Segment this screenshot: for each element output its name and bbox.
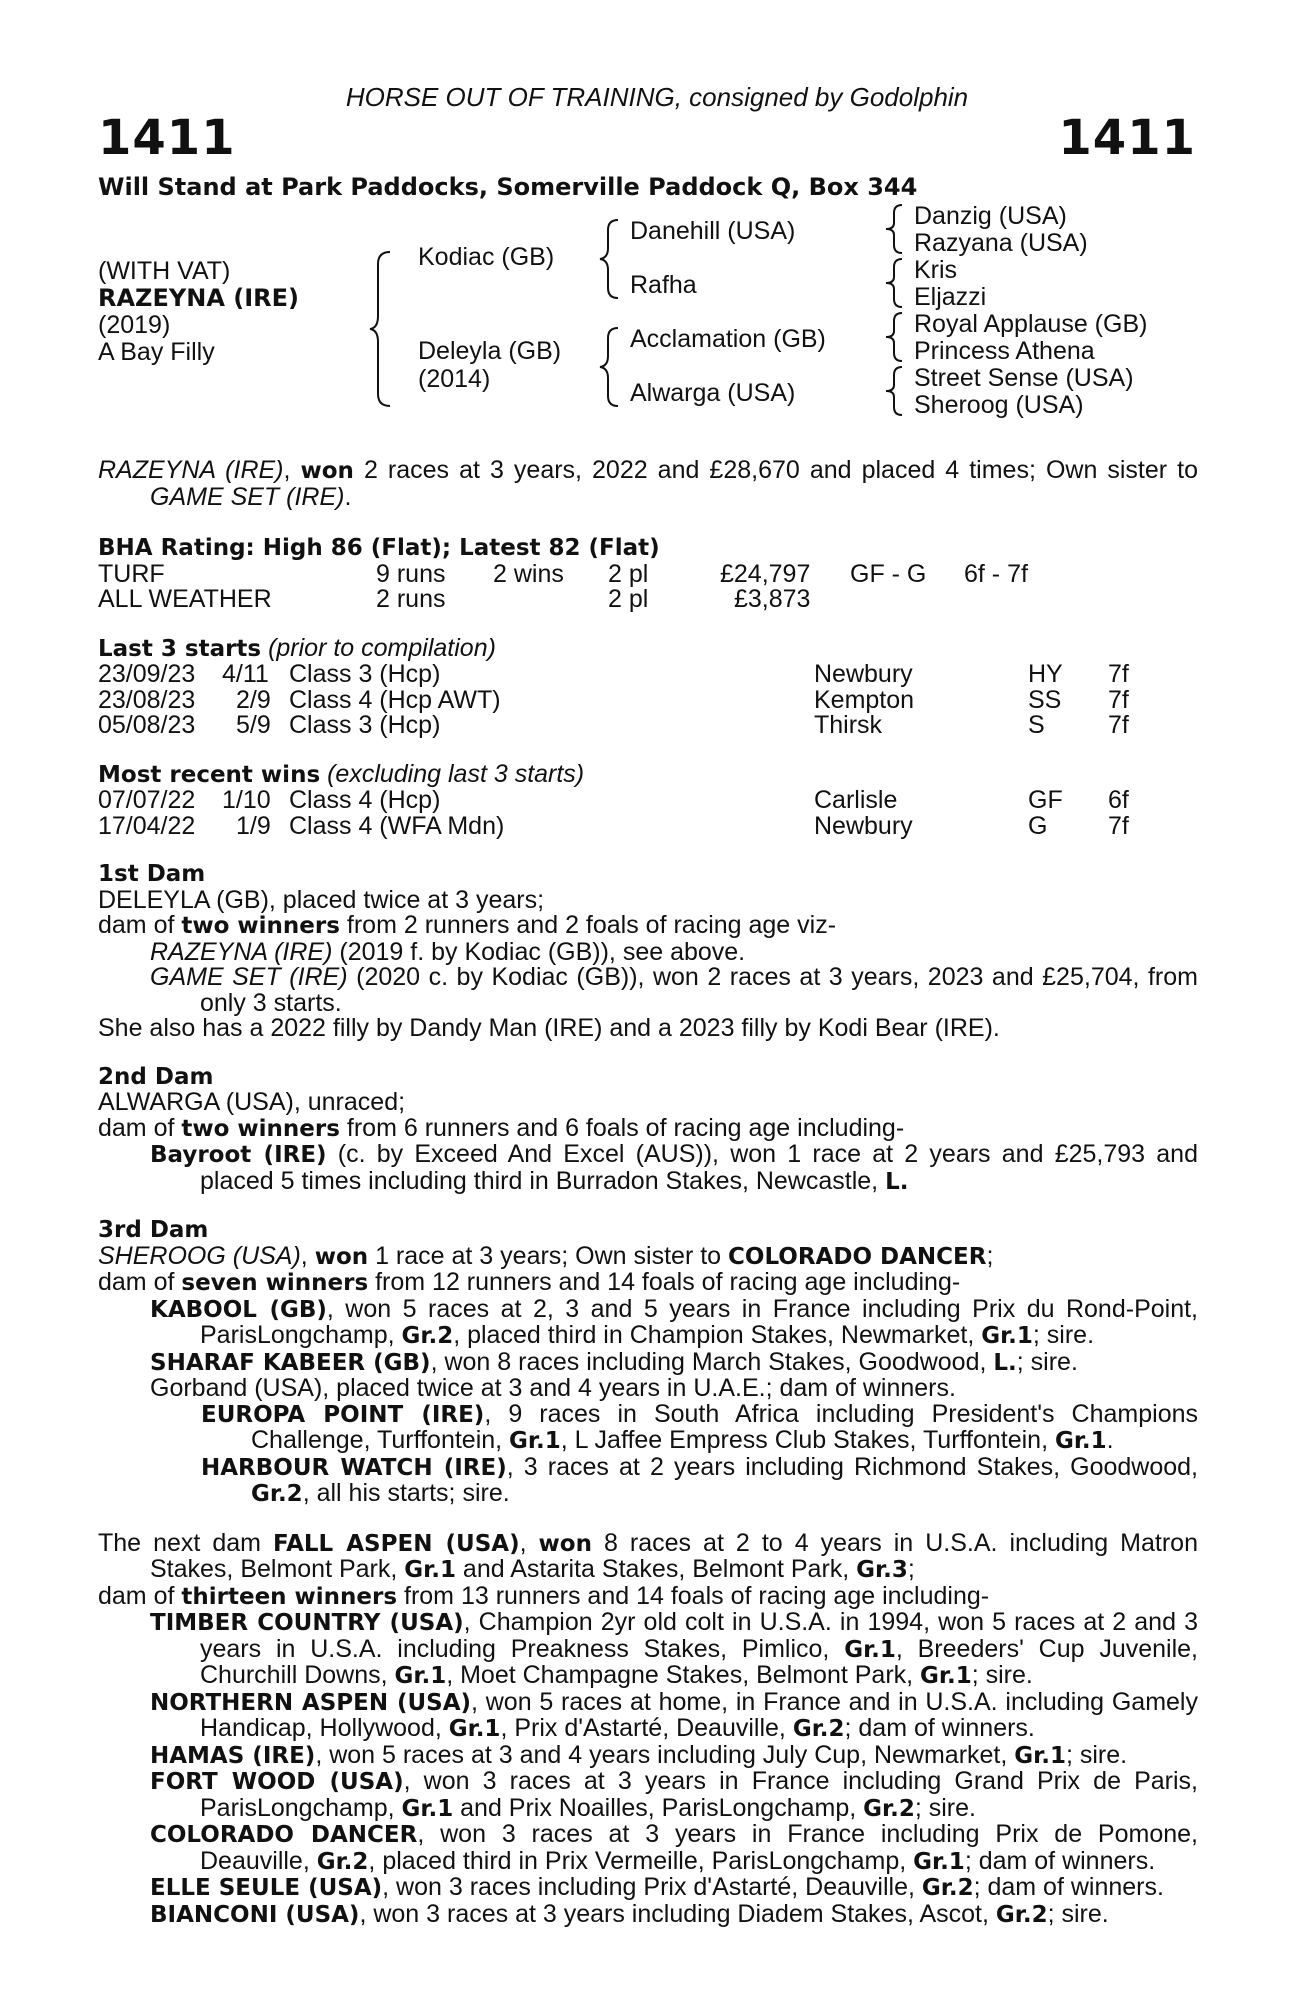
next-dam-progeny: COLORADO DANCER, won 3 races at 3 years in France including Prix de Pomone, Deauville, Gr.2, placed third in Prix Vermeille, ParisLongchamp, Gr.1; dam of winners.	[150, 1820, 1198, 1875]
dam3-line: dam of seven winners from 12 runners and 14 foals of racing age including-	[98, 1268, 961, 1296]
dam3-grandprogeny: EUROPA POINT (IRE), 9 races in South Africa including President's Champions Challenge, Turffontein, Gr.1, L Jaffee Empress Club Stakes, Turffontein, Gr.1.	[201, 1399, 1199, 1454]
rating-heading: BHA Rating: High 86 (Flat); Latest 82 (Flat)	[98, 535, 660, 561]
lot-number-left: 1411	[98, 110, 236, 166]
sire: Kodiac (GB)	[418, 243, 555, 271]
next-dam-progeny: ELLE SEULE (USA), won 3 races including Prix d'Astarté, Deauville, Gr.2; dam of winners.	[150, 1873, 1164, 1901]
dam1-heading: 1st Dam	[98, 861, 206, 887]
next-dam-progeny: TIMBER COUNTRY (USA), Champion 2yr old colt in U.S.A. in 1994, won 5 races at 2 and 3 years in U.S.A. including Preakness Stakes, Pimlico, Gr.1, Breeders' Cup Juvenile, Churchill Downs, Gr.1, Moet Champagne Stakes, Belmont Park, Gr.1; sire.	[150, 1608, 1198, 1689]
last3-row: 05/08/23 5/9 Class 3 (Hcp) Thirsk S 7f	[98, 711, 1129, 739]
brace-icon	[884, 203, 906, 255]
dam3-heading: 3rd Dam	[98, 1217, 209, 1243]
recent-row: 17/04/22 1/9 Class 4 (WFA Mdn) Newbury G 7f	[98, 811, 1129, 840]
ddd: Sheroog (USA)	[914, 391, 1084, 419]
brace-icon	[884, 365, 906, 417]
recent-heading: Most recent wins (excluding last 3 starts)	[98, 759, 585, 788]
next-dam-progeny: HAMAS (IRE), won 5 races at 3 and 4 years including July Cup, Newmarket, Gr.1; sire.	[150, 1740, 1128, 1769]
dss: Royal Applause (GB)	[914, 310, 1148, 338]
lot-number-right: 1411	[1058, 110, 1196, 166]
dam: Deleyla (GB)	[418, 337, 562, 365]
consignor-header: HORSE OUT OF TRAINING, consigned by Godolphin	[345, 82, 969, 112]
sds: Kris	[914, 256, 958, 284]
next-dam-progeny: BIANCONI (USA), won 3 races at 3 years including Diadem Stakes, Ascot, Gr.2; sire.	[150, 1899, 1109, 1928]
vat-note: (WITH VAT)	[98, 257, 231, 285]
horse-description: A Bay Filly	[98, 338, 215, 366]
dam3-progeny: KABOOL (GB), won 5 races at 2, 3 and 5 years in France including Prix du Rond-Point, ParisLongchamp, Gr.2, placed third in Champion Stakes, Newmarket, Gr.1; sire.	[150, 1294, 1198, 1349]
dam-dam: Alwarga (USA)	[630, 379, 796, 407]
dam2-line: ALWARGA (USA), unraced;	[98, 1088, 406, 1116]
dsd: Princess Athena	[914, 337, 1095, 365]
brace-icon	[598, 326, 622, 408]
brace-icon	[368, 250, 394, 408]
dam3-line: SHEROOG (USA), won 1 race at 3 years; Own sister to COLORADO DANCER;	[98, 1241, 994, 1270]
stand-location: Will Stand at Park Paddocks, Somerville Paddock Q, Box 344	[98, 173, 918, 201]
dam3-progeny: Gorband (USA), placed twice at 3 and 4 years in U.A.E.; dam of winners.	[150, 1374, 956, 1402]
dam1-progeny: RAZEYNA (IRE) (2019 f. by Kodiac (GB)), see above.	[150, 937, 746, 966]
horse-name: RAZEYNA (IRE)	[98, 284, 299, 312]
brace-icon	[884, 257, 906, 309]
summary: RAZEYNA (IRE), won 2 races at 3 years, 2022 and £28,670 and placed 4 times; Own sister to GAME SET (IRE).	[98, 456, 1198, 511]
sire-dam: Rafha	[630, 271, 697, 299]
dam3-progeny: SHARAF KABEER (GB), won 8 races including March Stakes, Goodwood, L.; sire.	[150, 1347, 1078, 1376]
dam1-progeny: GAME SET (IRE) (2020 c. by Kodiac (GB)), won 2 races at 3 years, 2023 and £25,704, from only 3 starts.	[150, 963, 1198, 1017]
dam1-line: DELEYLA (GB), placed twice at 3 years;	[98, 885, 545, 914]
sire-sire: Danehill (USA)	[630, 217, 796, 245]
next-dam: The next dam FALL ASPEN (USA), won 8 races at 2 to 4 years in U.S.A. including Matron Stakes, Belmont Park, Gr.1 and Astarita Stakes, Belmont Park, Gr.3;	[98, 1528, 1198, 1583]
dam-sire: Acclamation (GB)	[630, 325, 826, 353]
next-dam-progeny: NORTHERN ASPEN (USA), won 5 races at home, in France and in U.S.A. including Gamely Handicap, Hollywood, Gr.1, Prix d'Astarté, Deauville, Gr.2; dam of winners.	[150, 1687, 1198, 1742]
rating-row-aw: ALL WEATHER 2 runs 2 pl £3,873	[98, 585, 811, 613]
last3-row: 23/09/23 4/11 Class 3 (Hcp) Newbury HY 7f	[98, 660, 1129, 688]
sss: Danzig (USA)	[914, 202, 1067, 230]
dam1-line: She also has a 2022 filly by Dandy Man (IRE) and a 2023 filly by Kodi Bear (IRE).	[98, 1014, 1000, 1042]
dam3-grandprogeny: HARBOUR WATCH (IRE), 3 races at 2 years including Richmond Stakes, Goodwood, Gr.2, all his starts; sire.	[201, 1452, 1198, 1507]
last3-row: 23/08/23 2/9 Class 4 (Hcp AWT) Kempton SS 7f	[98, 685, 1129, 714]
brace-icon	[598, 218, 622, 300]
dam2-heading: 2nd Dam	[98, 1063, 214, 1090]
dds: Street Sense (USA)	[914, 364, 1134, 392]
ssd: Razyana (USA)	[914, 229, 1088, 257]
dam-year: (2014)	[418, 365, 491, 393]
last3-heading: Last 3 starts (prior to compilation)	[98, 633, 496, 662]
dam2-progeny: Bayroot (IRE) (c. by Exceed And Excel (AUS)), won 1 race at 2 years and £25,793 and placed 5 times including third in Burradon Stakes, Newcastle, L.	[150, 1140, 1198, 1195]
catalogue-body	[98, 458, 1198, 1928]
dam1-line: dam of two winners from 2 runners and 2 foals of racing age viz-	[98, 911, 837, 939]
rating-row-turf: TURF 9 runs 2 wins 2 pl £24,797 GF - G 6f - 7f	[98, 559, 1028, 588]
dam2-line: dam of two winners from 6 runners and 6 foals of racing age including-	[98, 1113, 905, 1142]
recent-row: 07/07/22 1/10 Class 4 (Hcp) Carlisle GF 6f	[98, 786, 1129, 814]
sdd: Eljazzi	[914, 283, 987, 311]
horse-year: (2019)	[98, 311, 171, 339]
next-dam-line: dam of thirteen winners from 13 runners and 14 foals of racing age including-	[98, 1581, 990, 1610]
brace-icon	[884, 311, 906, 363]
next-dam-progeny: FORT WOOD (USA), won 3 races at 3 years in France including Grand Prix de Paris, ParisLongchamp, Gr.1 and Prix Noailles, ParisLongchamp, Gr.2; sire.	[150, 1767, 1198, 1822]
